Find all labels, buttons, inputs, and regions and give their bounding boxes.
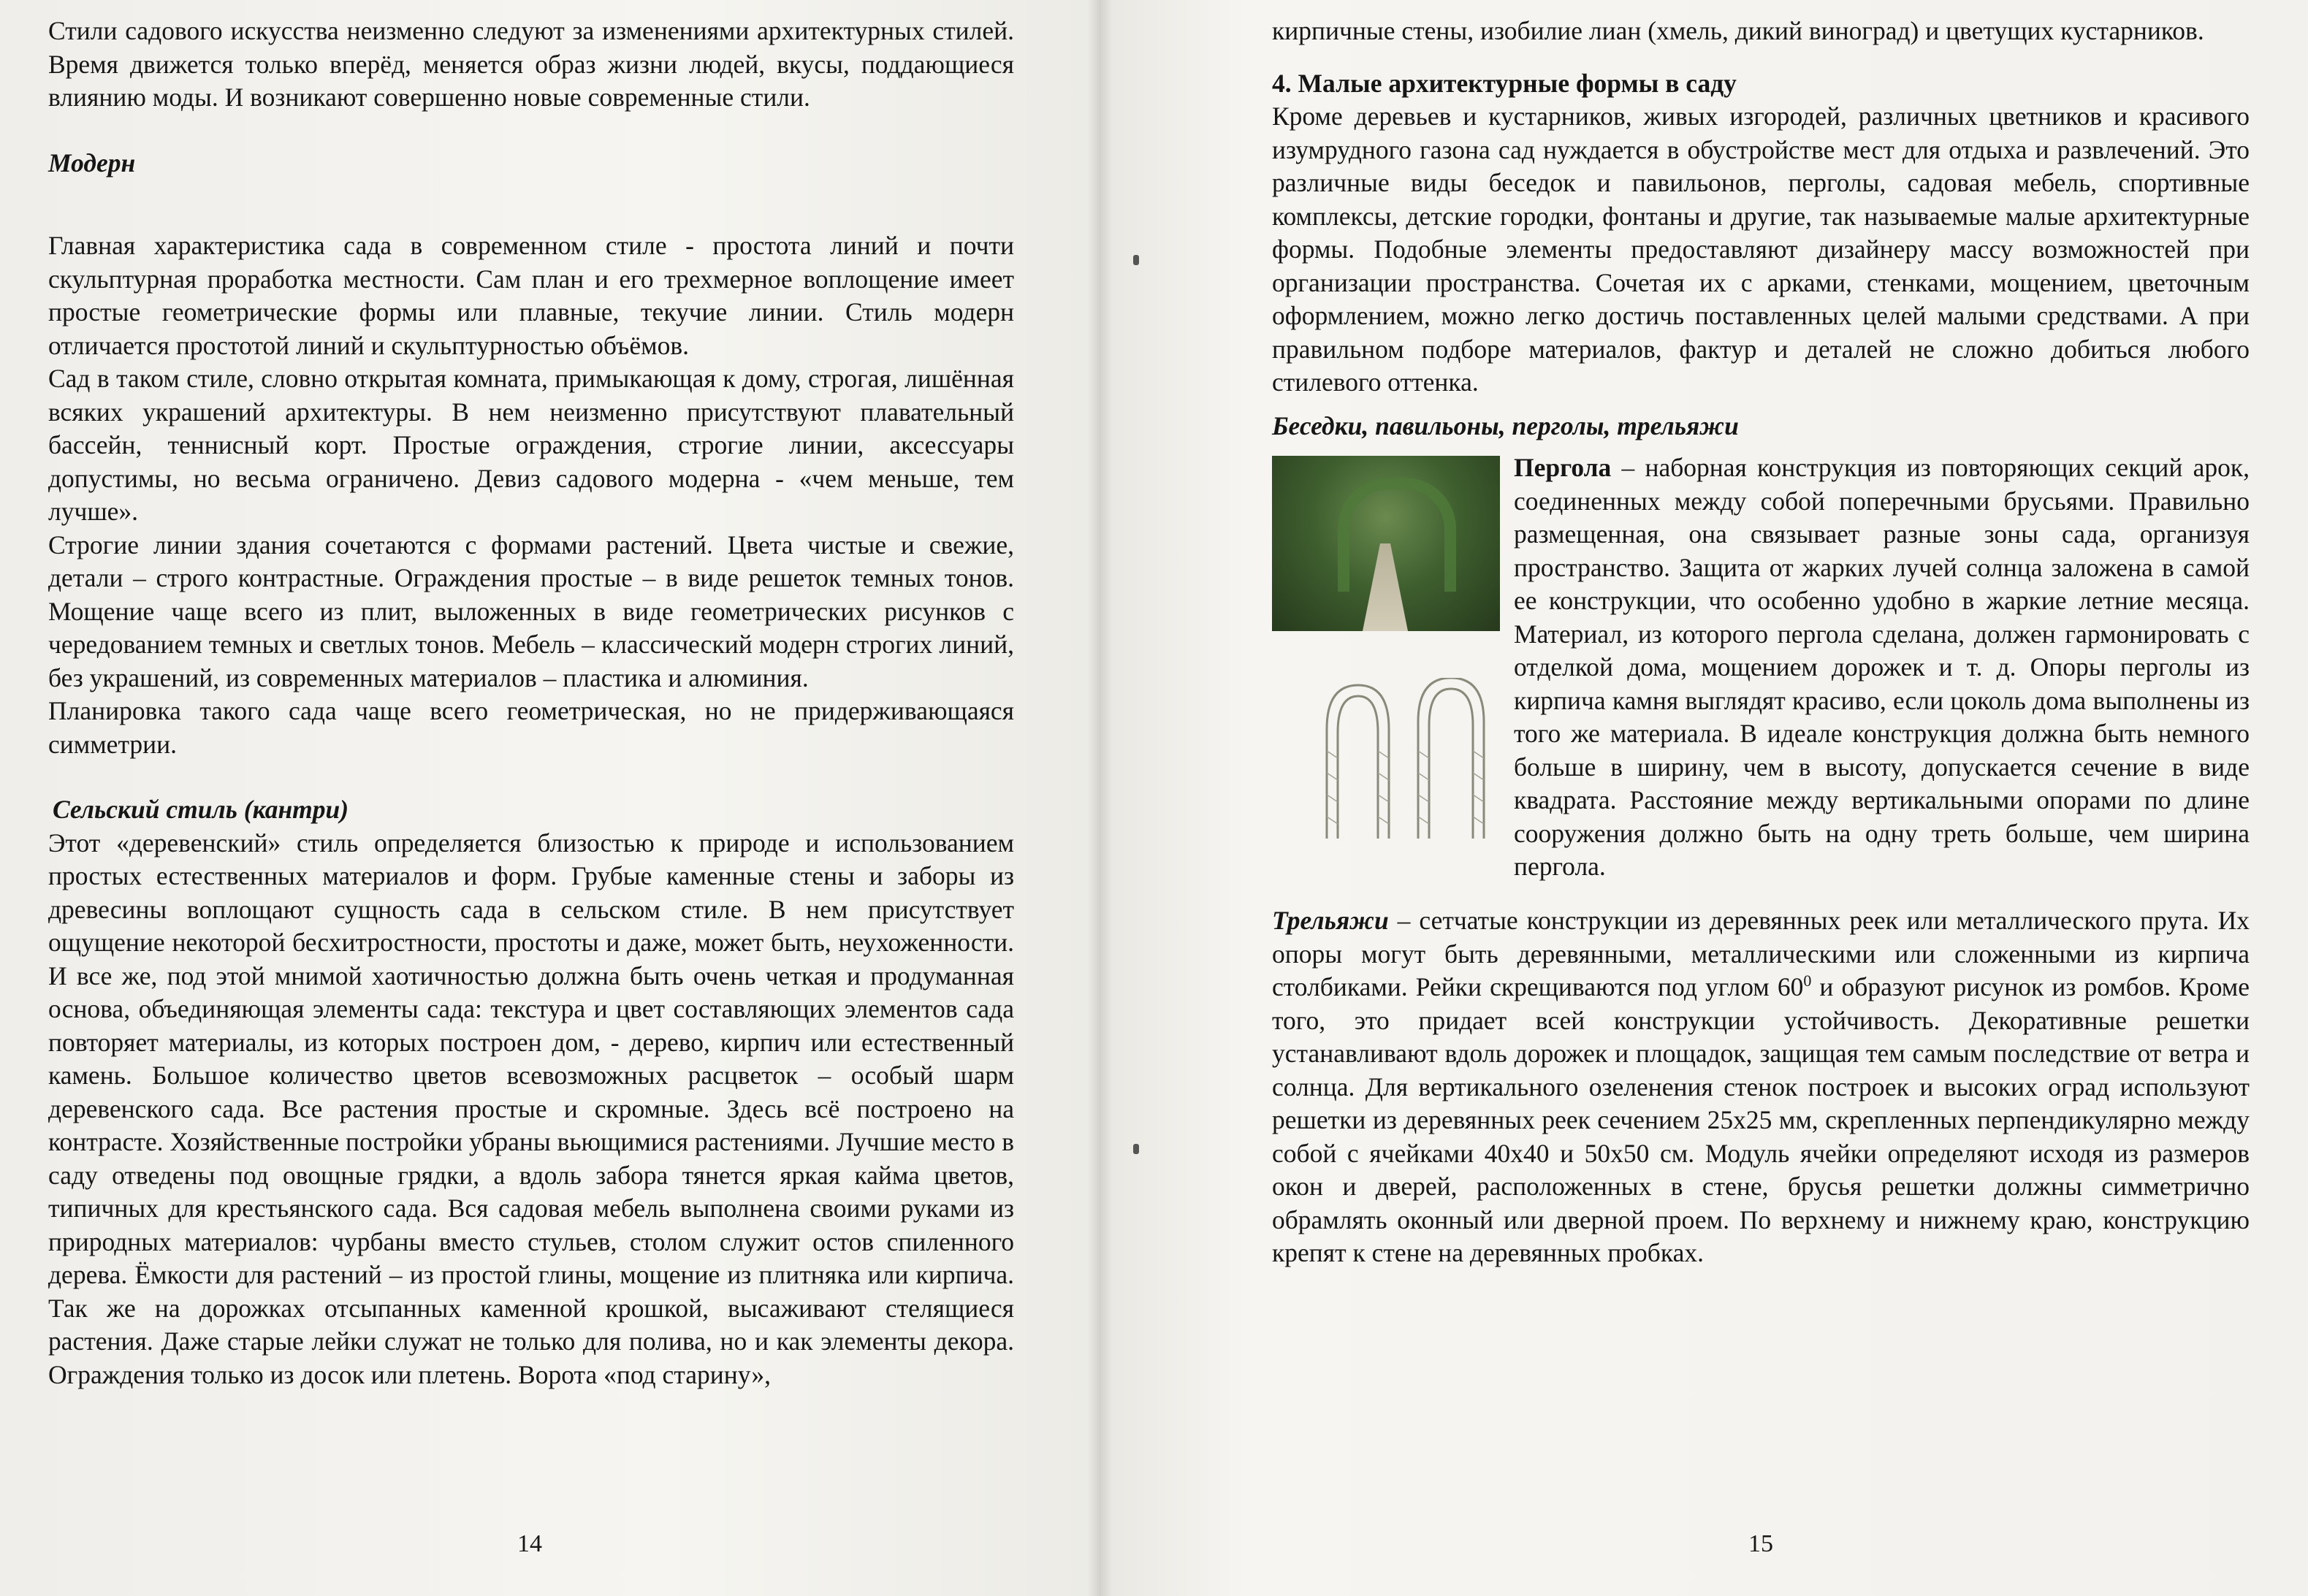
garden-arches-illustration — [1316, 678, 1498, 846]
staple-bottom — [1133, 1144, 1139, 1154]
pergola-text: – наборная конструкция из повторяющих секций арок, соединенных между собой поперечными брусьями. Правильно размещенная, она связывает разные зоны сада, организуя пространство. Защита от жарких лучей солнца заложена в самой ее конструкции, что особенно удобно в жаркие летние месяца. Материал, из которого пергола сделана, должен гармонировать с отделкой дома, мощением дорожек и т. д. Опоры перголы из кирпича камня выглядят красиво, если цоколь дома выполнены из того же материала. В идеале конструкция должна быть немного больше в ширину, чем в высоту, допускается сечение в виде квадрата. Расстояние между вертикальными опорами по длине сооружения должно быть на одну треть больше, чем ширина пергола. — [1514, 453, 2250, 881]
intro-paragraph: Стили садового искусства неизменно следуют за изменениями архитектурных стилей. Время движется только вперёд, меняется образ жизни людей, вкусы, поддающиеся влиянию моды. И возникают совершенно новые современные стили. — [48, 16, 1014, 112]
left-page-text — [48, 15, 1014, 1391]
book-gutter — [1087, 0, 1112, 1596]
page-number-right: 15 — [1748, 1530, 1773, 1557]
modern-heading: Модерн — [48, 148, 136, 177]
trellis-term: Трельяжи — [1272, 906, 1389, 935]
continuation-paragraph: кирпичные стены, изобилие лиан (хмель, дикий виноград) и цветущих кустарников. — [1272, 16, 2204, 45]
modern-paragraph-3: Строгие линии здания сочетаются с формами растений. Цвета чистые и свежие, детали – строго контрастные. Ограждения простые – в виде решеток темных тонов. Мощение чаще всего из плит, выложенных в виде геометрических рисунков с чередованием темных и светлых тонов. Мебель – классический модерн строгих линий, без украшений, из современных материалов – пластика и алюминия. — [48, 530, 1014, 692]
trellis-text-a: – сетчатые конструкции из деревянных реек или металлического прута. Их опоры могут быть деревянными, металлическими или сложенными из кирпича столбиками. Рейки скрещиваются под углом 60 — [1272, 906, 2250, 1001]
right-page-text — [1272, 15, 2250, 1270]
pergola-figure-row — [1272, 451, 2250, 904]
section-title: 4. Малые архитектурные формы в саду — [1272, 68, 1737, 98]
pergola-term: Пергола — [1514, 453, 1612, 482]
pergola-paragraph — [1514, 451, 2250, 884]
country-heading: Сельский стиль (кантри) — [53, 795, 349, 824]
trellis-paragraph — [1272, 904, 2250, 1270]
modern-paragraph-2: Сад в таком стиле, словно открытая комната, примыкающая к дому, строгая, лишённая всяких украшений архитектуры. В нем неизменно присутствуют плавательный бассейн, теннисный корт. Простые ограждения, строгие линии, аксессуары допустимы, но весьма ограничено. Девиз садового модерна - «чем меньше, тем лучше». — [48, 364, 1014, 526]
modern-paragraph-1: Главная характеристика сада в современном стиле - простота линий и почти скульптурная проработка местности. Сам план и его трехмерное воплощение имеет простые геометрические формы или плавные, текучие линии. Стиль модерн отличается простотой линий и скульптурностью объёмов. — [48, 231, 1014, 360]
modern-paragraph-4: Планировка такого сада чаще всего геометрическая, но не придерживающаяся симметрии. — [48, 696, 1014, 759]
staple-top — [1133, 255, 1139, 265]
section-paragraph: Кроме деревьев и кустарников, живых изгородей, различных цветников и красивого изумрудного газона сад нуждается в обустройстве мест для отдыха и развлечений. Это различные виды беседок и павильонов, перголы, садовая мебель, спортивные комплексы, детские городки, фонтаны и другие, так называемые малые архитектурные формы. Подобные элементы предоставляют дизайнеру массу возможностей при организации пространства. Сочетая их с арками, стенками, мощением, цветочным оформлением, можно легко достичь поставленных целей малыми средствами. А при правильном подборе материалов, фактур и деталей не сложно добиться любого стилевого оттенка. — [1272, 102, 2250, 397]
pergola-photo — [1272, 456, 1500, 631]
page-number-left: 14 — [517, 1530, 542, 1557]
country-paragraph: Этот «деревенский» стиль определяется близостью к природе и использованием простых естественных материалов и форм. Грубые каменные стены и заборы из древесины воплощают сущность сада в сельском стиле. В нем присутствует ощущение некоторой бесхитростности, простоты и даже, может быть, неухоженности. И все же, под этой мнимой хаотичностью должна быть очень четкая и продуманная основа, объединяющая элементы сада: текстура и цвет составляющих элементов сада повторяет материалы, из которых построен дом, - дерево, кирпич или естественный камень. Большое количество цветов всевозможных расцветок – особый шарм деревенского сада. Все растения простые и скромные. Здесь всё построено на контрасте. Хозяйственные постройки убраны вьющимися растениями. Лучшие место в саду отведены под овощные грядки, а вдоль забора тянется яркая кайма цветов, типичных для крестьянского сада. Вся садовая мебель выполнена своими руками из природных материалов: чурбаны вместо стульев, столом служит остов спиленного дерева. Ёмкости для растений – из простой глины, мощение из плитняка или кирпича. Так же на дорожках отсыпанных каменной крошкой, высаживают стелящиеся растения. Даже старые лейки служат не только для полива, но и как элементы декора. Ограждения только из досок или плетень. Ворота «под старину», — [48, 828, 1014, 1389]
trellis-degree: 0 — [1803, 971, 1812, 990]
subheading: Беседки, павильоны, перголы, трельяжи — [1272, 411, 1739, 440]
trellis-text-b: и образуют рисунок из ромбов. Кроме того, это придает всей конструкции устойчивость. Декоративные решетки устанавливают вдоль дорожек и площадок, защищая тем самым последствие от ветра и солнца. Для вертикального озеленения стенок построек и высоких оград используют решетки из деревянных реек сечением 25х25 мм, скрепленных перпендикулярно между собой с ячейками 40х40 и 50х50 см. Модуль ячейки определяют исходя из размеров окон и дверей, расположенных в стене, брусья решетки должны симметрично обрамлять оконный или дверной проем. По верхнему и нижнему краю, конструкцию крепят к стене на деревянных пробках. — [1272, 972, 2250, 1267]
